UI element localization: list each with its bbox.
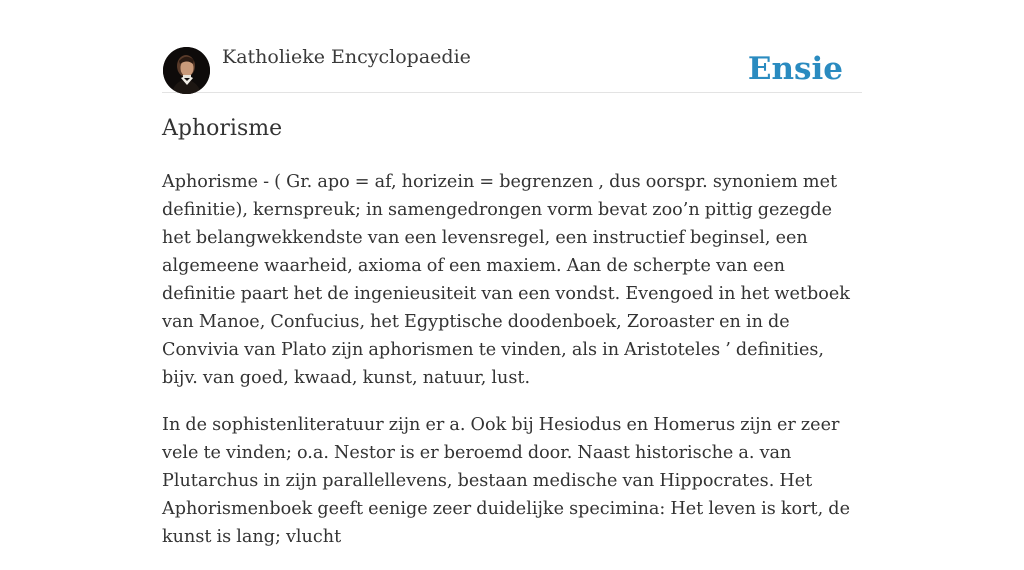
portrait-avatar-svg [163, 47, 210, 94]
brand-logo[interactable]: Ensie [747, 51, 843, 87]
portrait-avatar-icon[interactable] [163, 47, 210, 94]
page [162, 0, 862, 547]
article-body [162, 168, 862, 570]
article-paragraph: In de sophistenliteratuur zijn er a. Ook bij Hesiodus en Homerus zijn er zeer vele te vinden; o.a. Nestor is er beroemd door. Naast historische a. van Plutarchus in zijn parallellevens, bestaan medische van Hippocrates. Het Aphorismenboek geeft eenige zeer duidelijke specimina: Het leven is kort, de kunst is lang; vlucht [162, 415, 850, 547]
article-title: Aphorisme [162, 116, 283, 141]
article-paragraph: Aphorisme - ( Gr. apo = af, horizein = begrenzen , dus oorspr. synoniem met definitie), kernspreuk; in samengedrongen vorm bevat zoo’n pittig gezegde het belangwekkendste van een levensregel, een instructief beginsel, een algemeene waarheid, axioma of een maxiem. Aan de scherpte van een definitie paart het de ingenieusiteit van een vondst. Evengoed in het wetboek van Manoe, Confucius, het Egyptische doodenboek, Zoroaster en in de Convivia van Plato zijn aphorismen te vinden, als in Aristoteles ’ definities, bijv. van goed, kwaad, kunst, natuur, lust. [162, 172, 850, 388]
source-name[interactable]: Katholieke Encyclopaedie [222, 46, 471, 68]
header [162, 0, 862, 93]
